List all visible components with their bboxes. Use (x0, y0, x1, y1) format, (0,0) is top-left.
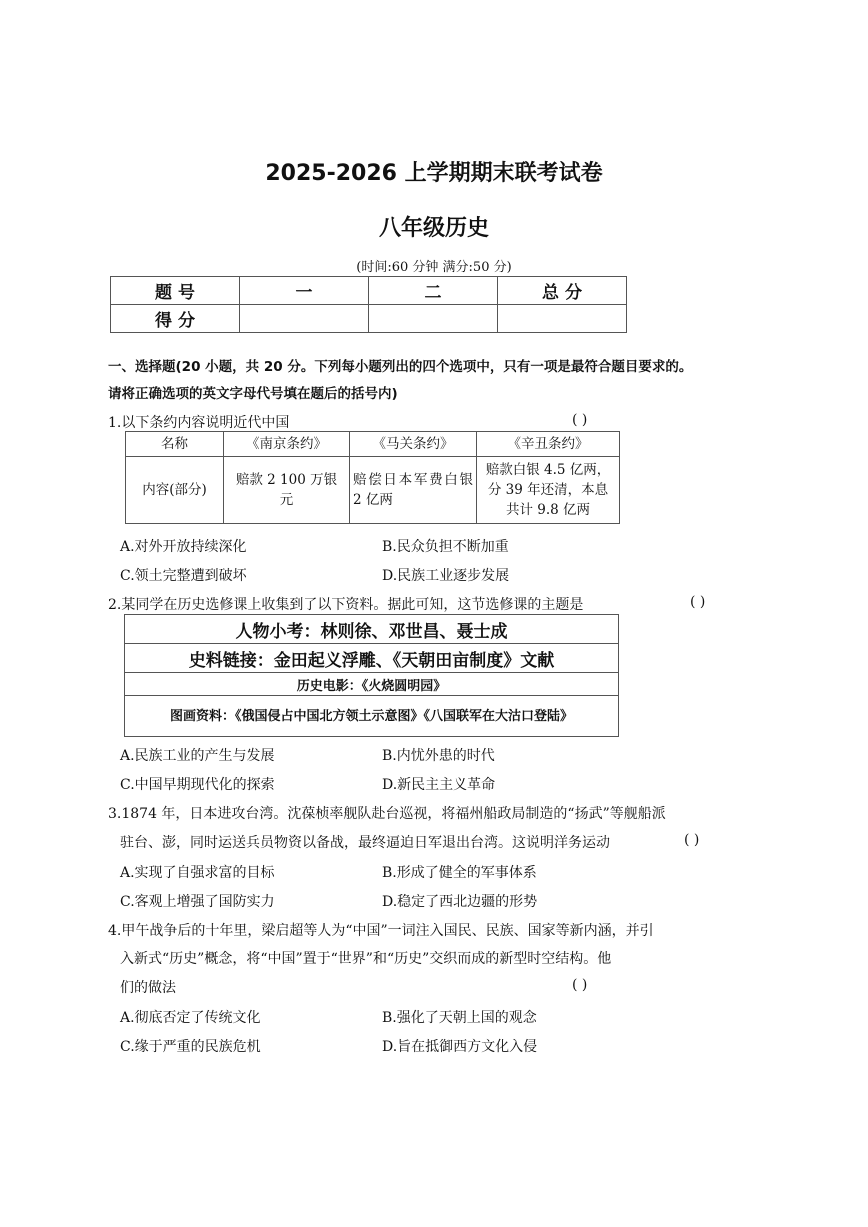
exam-info: (时间:60 分钟 满分:50 分) (356, 260, 512, 275)
question-3-stem: 3.1874 年，日本进攻台湾。沈葆桢率舰队赴台巡视，将福州船政局制造的“扬武”等舰船派 (108, 806, 666, 822)
score-header-cell: 总 分 (498, 277, 627, 305)
score-input-cell[interactable] (369, 305, 498, 333)
option-c[interactable]: C.客观上增强了国防实力 (120, 894, 275, 910)
option-c[interactable]: C.缘于严重的民族危机 (120, 1039, 261, 1055)
material-row: 图画资料：《俄国侵占中国北方领土示意图》《八国联军在大沽口登陆》 (125, 696, 619, 737)
materials-table (124, 614, 619, 737)
answer-paren[interactable]: ( ) (684, 832, 700, 848)
option-c[interactable]: C.领土完整遭到破坏 (120, 568, 247, 584)
question-4-stem: 入新式“历史”概念，将“中国”置于“世界”和“历史”交织而成的新型时空结构。他 (120, 951, 612, 967)
material-row: 历史电影：《火烧圆明园》 (125, 673, 619, 696)
treaty-header: 《南京条约》 (224, 432, 350, 457)
score-header-cell: 一 (240, 277, 369, 305)
treaty-header: 《辛丑条约》 (477, 432, 620, 457)
option-b[interactable]: B.形成了健全的军事体系 (382, 865, 537, 881)
option-d[interactable]: D.稳定了西北边疆的形势 (382, 894, 538, 910)
exam-subtitle: 八年级历史 (378, 216, 489, 241)
answer-paren[interactable]: ( ) (572, 412, 588, 428)
question-4-stem: 4.甲午战争后的十年里，梁启超等人为“中国”一词注入国民、民族、国家等新内涵，并引 (108, 923, 654, 939)
option-d[interactable]: D.新民主主义革命 (382, 777, 496, 793)
score-header-cell: 二 (369, 277, 498, 305)
option-b[interactable]: B.内忧外患的时代 (382, 748, 495, 764)
section-instruction: 请将正确选项的英文字母代号填在题后的括号内) (108, 386, 398, 402)
score-table (110, 276, 627, 333)
material-row: 史料链接：金田起义浮雕、《天朝田亩制度》文献 (125, 644, 619, 673)
section-instruction: 一、选择题(20 小题，共 20 分。下列每小题列出的四个选项中，只有一项是最符合题目要求的。 (108, 359, 693, 375)
score-row-label: 得 分 (111, 305, 240, 333)
option-a[interactable]: A.彻底否定了传统文化 (120, 1010, 261, 1026)
treaty-cell: 赔偿日本军费白银 2 亿两 (350, 457, 477, 524)
option-d[interactable]: D.旨在抵御西方文化入侵 (382, 1039, 538, 1055)
question-4-stem: 们的做法 (120, 980, 176, 996)
treaty-table (125, 431, 620, 524)
score-input-cell[interactable] (498, 305, 627, 333)
option-d[interactable]: D.民族工业逐步发展 (382, 568, 510, 584)
question-1-stem: 1.以下条约内容说明近代中国 (108, 415, 290, 431)
exam-title: 2025-2026 上学期期末联考试卷 (265, 161, 603, 186)
option-b[interactable]: B.强化了天朝上国的观念 (382, 1010, 537, 1026)
option-a[interactable]: A.民族工业的产生与发展 (120, 748, 275, 764)
option-a[interactable]: A.对外开放持续深化 (120, 539, 247, 555)
score-input-cell[interactable] (240, 305, 369, 333)
option-c[interactable]: C.中国早期现代化的探索 (120, 777, 275, 793)
score-header-cell: 题 号 (111, 277, 240, 305)
question-3-stem: 驻台、澎，同时运送兵员物资以备战，最终逼迫日军退出台湾。这说明洋务运动 (120, 835, 610, 851)
treaty-cell: 赔款 2 100 万银元 (224, 457, 350, 524)
treaty-header: 《马关条约》 (350, 432, 477, 457)
question-2-stem: 2.某同学在历史选修课上收集到了以下资料。据此可知，这节选修课的主题是 (108, 597, 584, 613)
treaty-row-label: 内容(部分) (126, 457, 224, 524)
option-b[interactable]: B.民众负担不断加重 (382, 539, 509, 555)
answer-paren[interactable]: ( ) (572, 977, 588, 993)
answer-paren[interactable]: ( ) (690, 594, 706, 610)
option-a[interactable]: A.实现了自强求富的目标 (120, 865, 275, 881)
treaty-header: 名称 (126, 432, 224, 457)
material-row: 人物小考：林则徐、邓世昌、聂士成 (125, 615, 619, 644)
treaty-cell: 赔款白银 4.5 亿两，分 39 年还清，本息共计 9.8 亿两 (477, 457, 620, 524)
